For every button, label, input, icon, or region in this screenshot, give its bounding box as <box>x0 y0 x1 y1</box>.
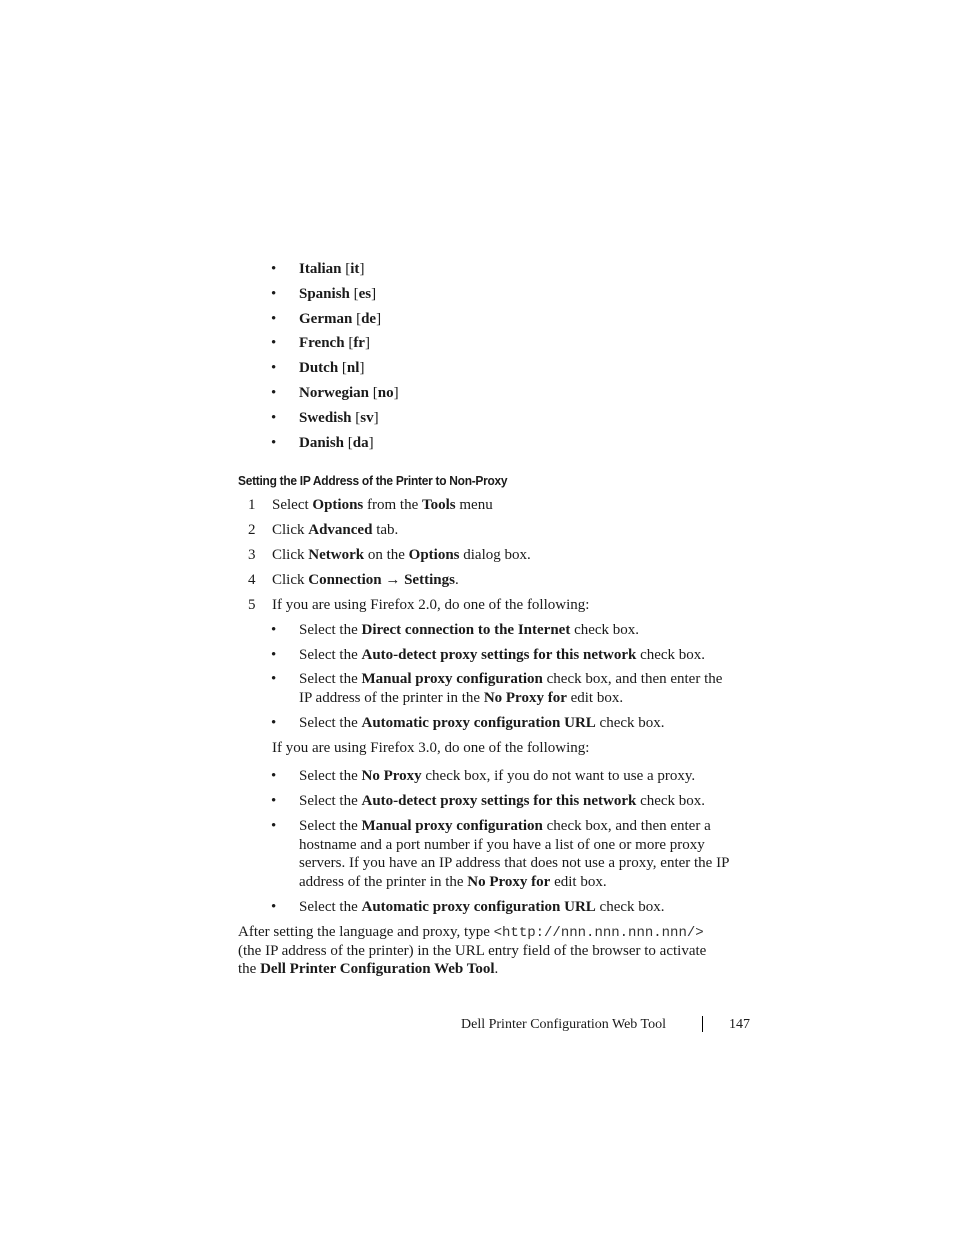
footer-title: Dell Printer Configuration Web Tool <box>461 1017 667 1032</box>
step-number: 2 <box>248 522 256 538</box>
bullet: • <box>271 768 277 784</box>
language-name: Dutch <box>299 360 339 376</box>
bullet: • <box>271 715 277 731</box>
url-code: <http://nnn.nnn.nnn.nnn/> <box>493 925 704 941</box>
bullet: • <box>271 622 277 638</box>
language-code: no <box>377 385 394 401</box>
firefox3-intro: If you are using Firefox 3.0, do one of the following: <box>272 740 590 756</box>
step-number: 3 <box>248 547 256 563</box>
language-code: sv <box>360 410 374 426</box>
language-name: Norwegian <box>299 385 369 401</box>
bullet: • <box>271 899 277 915</box>
language-name: Italian <box>299 261 342 277</box>
bullet: • <box>271 360 277 376</box>
bullet: • <box>271 261 277 277</box>
bullet: • <box>271 671 277 687</box>
step-number: 1 <box>248 497 256 513</box>
language-name: Swedish <box>299 410 352 426</box>
bullet: • <box>271 311 277 327</box>
language-code: de <box>361 311 377 327</box>
language-code: fr <box>353 335 365 351</box>
step-number: 5 <box>248 597 256 613</box>
bullet: • <box>271 335 277 351</box>
language-name: Spanish <box>299 286 350 302</box>
bullet: • <box>271 647 277 663</box>
language-code: nl <box>346 360 360 376</box>
bullet: • <box>271 793 277 809</box>
arrow-right-icon: → <box>385 572 401 588</box>
language-code: da <box>352 435 369 451</box>
footer-divider <box>702 1016 703 1032</box>
page-number: 147 <box>729 1017 750 1032</box>
bullet: • <box>271 410 277 426</box>
language-name: German <box>299 311 353 327</box>
language-code: it <box>350 261 360 277</box>
section-heading: Setting the IP Address of the Printer to Non-Proxy <box>238 473 508 488</box>
language-name: Danish <box>299 435 345 451</box>
bullet: • <box>271 286 277 302</box>
bullet: • <box>271 435 277 451</box>
bullet: • <box>271 385 277 401</box>
language-code: es <box>358 286 372 302</box>
language-name: French <box>299 335 345 351</box>
step-number: 4 <box>248 572 256 588</box>
bullet: • <box>271 818 277 834</box>
